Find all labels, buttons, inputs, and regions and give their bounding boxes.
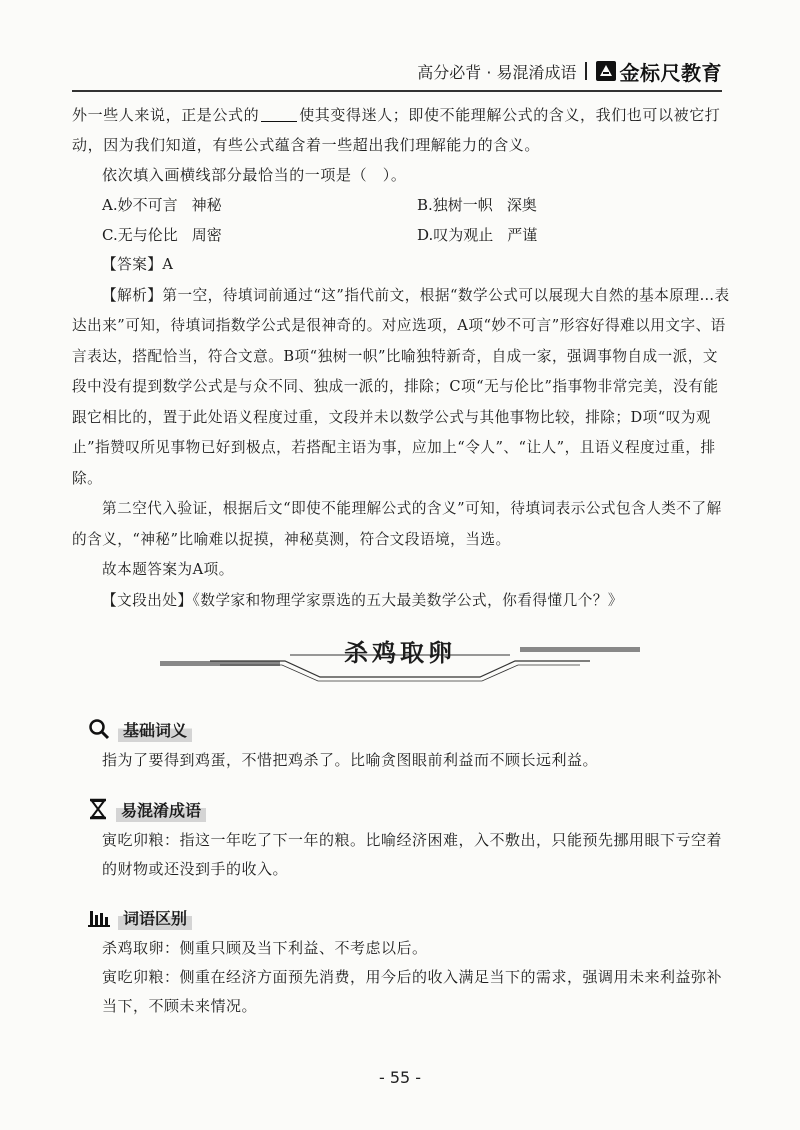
header-separator — [585, 62, 587, 80]
source-citation: 【文段出处】《数学家和物理学家票选的五大最美数学公式，你看得懂几个？》 — [102, 591, 623, 609]
basic-meaning-heading: 基础词义 — [88, 716, 192, 742]
passage-line-1: 外一些人来说，正是公式的 使其变得迷人；即使不能理解公式的含义，我们也可以被它打 — [72, 106, 721, 124]
answer-analysis — [72, 250, 732, 616]
analysis-paragraph-2: 第二空代入验证，根据后文“即使不能理解公式的含义”可知，待填词表示公式包含人类不了解的含义，“神秘”比喻难以捉摸，神秘莫测，符合文段语境，当选。 — [72, 500, 722, 548]
word-difference-heading: 词语区别 — [88, 904, 192, 930]
option-d: D.叹为观止 严谨 — [417, 226, 538, 244]
bar-chart-icon — [88, 907, 110, 927]
magnifier-icon — [88, 718, 110, 740]
passage-line-2: 动，因为我们知道，有些公式蕴含着一些超出我们理解能力的含义。 — [72, 136, 541, 154]
option-b: B.独树一帜 深奥 — [417, 196, 537, 214]
passage — [72, 100, 732, 190]
page-header — [417, 56, 722, 86]
header-rule — [72, 90, 722, 92]
options — [102, 190, 732, 250]
answer: 【答案】A — [102, 256, 174, 273]
word-difference-text — [102, 934, 732, 1021]
header-series-title: 高分必背 · 易混淆成语 — [417, 62, 577, 82]
brand-mark-icon — [595, 60, 617, 82]
difference-line-2: 寅吃卯粮：侧重在经济方面预先消费，用今后的收入满足当下的需求，强调用未来利益弥补当下，不顾未来情况。 — [102, 968, 723, 1015]
confusing-idiom-heading: 易混淆成语 — [88, 796, 206, 822]
section-title-banner — [150, 625, 650, 685]
analysis-conclusion: 故本题答案为A项。 — [102, 561, 234, 578]
idiom-title: 杀鸡取卵 — [344, 639, 456, 667]
hourglass-icon — [88, 798, 108, 820]
option-c: C.无与伦比 周密 — [102, 226, 222, 244]
page-number: - 55 - — [378, 1068, 422, 1087]
question-stem: 依次填入画横线部分最恰当的一项是（ ）。 — [102, 166, 407, 184]
option-a: A.妙不可言 神秘 — [102, 196, 222, 214]
brand-logo — [595, 57, 723, 86]
basic-meaning-text: 指为了要得到鸡蛋，不惜把鸡杀了。比喻贪图眼前利益而不顾长远利益。 — [102, 751, 599, 769]
analysis-paragraph-1: 【解析】第一空，待填词前通过“这”指代前文，根据“数学公式可以展现大自然的基本原理…表达出来”可知，待填词指数学公式是很神奇的。对应选项，A项“妙不可言”形容好得难以用文字、语言表达，搭配恰当，符合文意。B项“独树一帜”比喻独特新奇，自成一家，强调事物自成一派，文段中没有提到数学公式是与众不同、独成一派的，排除；C项“无与伦比”指事物非常完美，没有能跟它相比的，置于此处语义程度过重，文段并未以数学公式与其他事物比较，排除；D项“叹为观止”指赞叹所见事物已好到极点，若搭配主语为事，应加上“令人”、“让人”，且语义程度过重，排除。 — [72, 286, 730, 487]
brand-name: 金标尺教育 — [619, 60, 722, 85]
fill-blank — [261, 105, 297, 122]
difference-line-1: 杀鸡取卵：侧重只顾及当下利益、不考虑以后。 — [102, 939, 428, 957]
confusing-idiom-text: 寅吃卯粮：指这一年吃了下一年的粮。比喻经济困难，入不敷出，只能预先挪用眼下亏空着的财物或还没到手的收入。 — [102, 831, 723, 878]
